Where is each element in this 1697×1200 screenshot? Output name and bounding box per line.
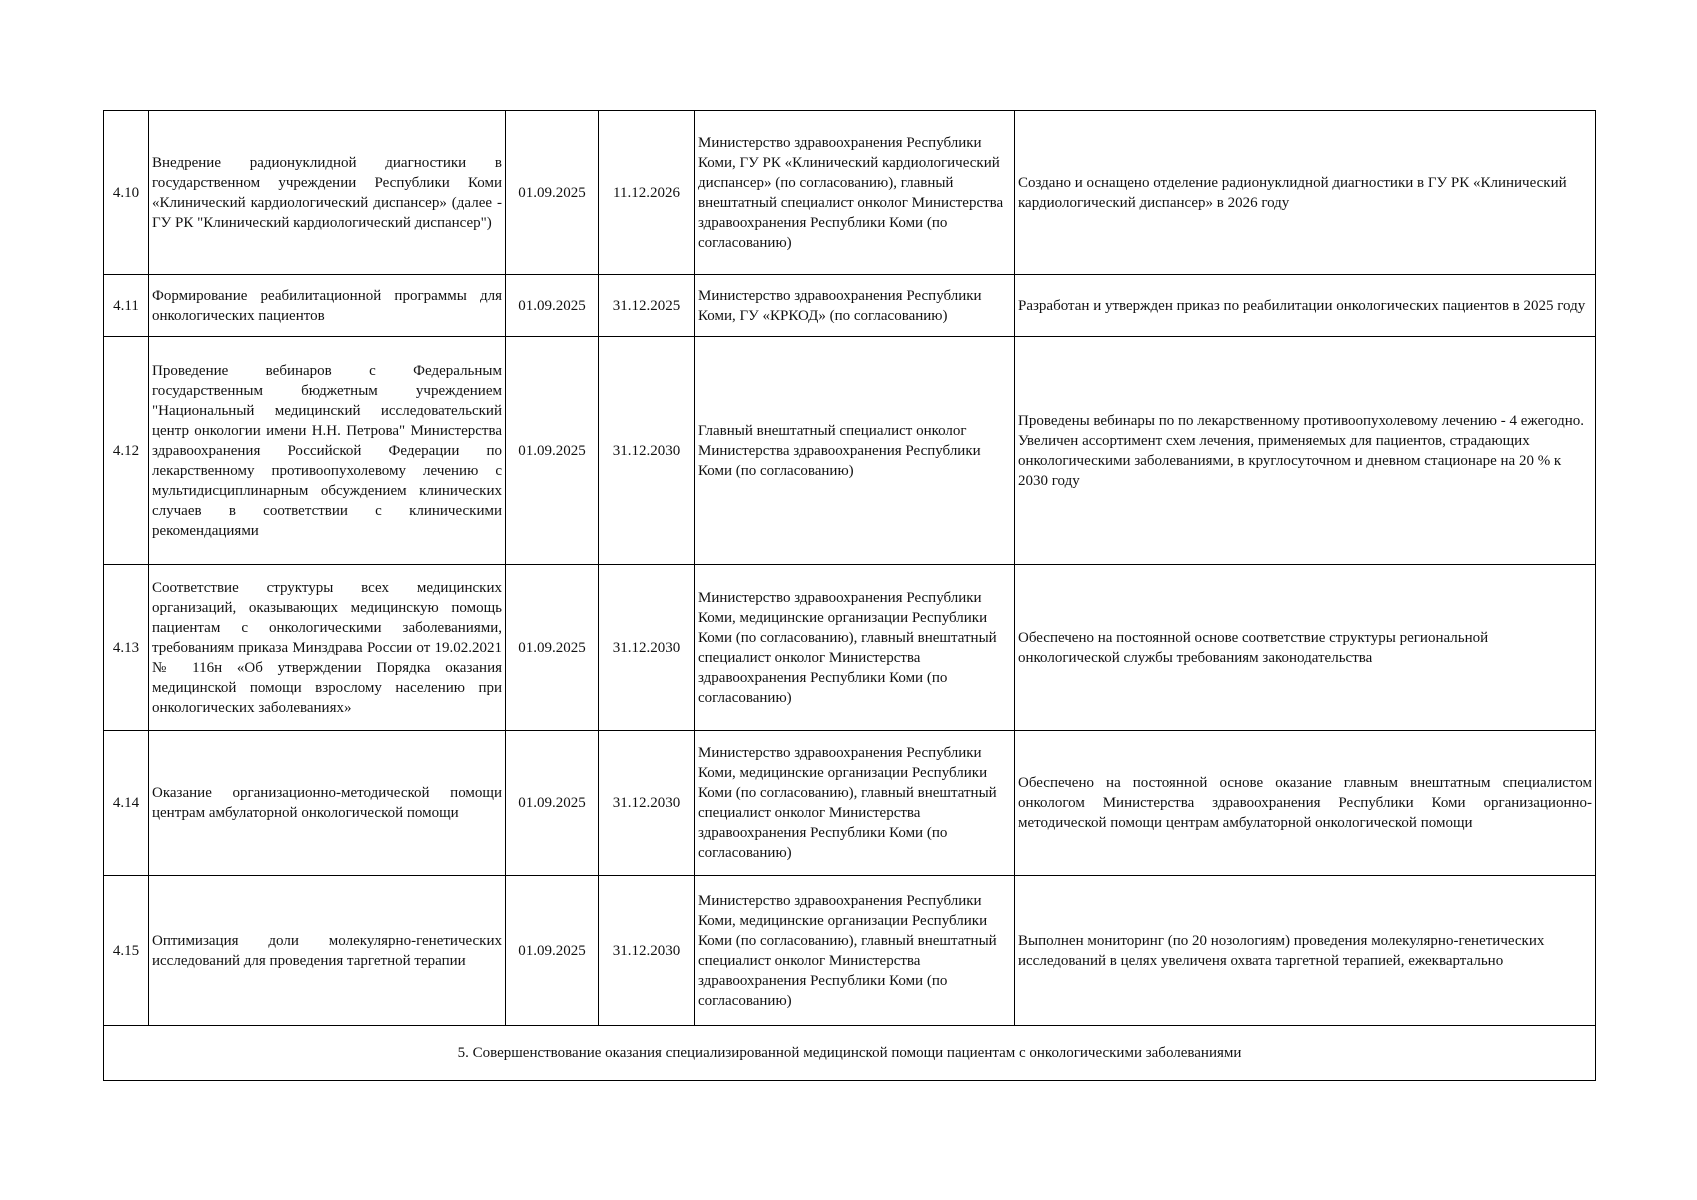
end-date-cell: 31.12.2030 (599, 565, 695, 731)
end-date-cell: 31.12.2030 (599, 731, 695, 876)
activity-cell: Оказание организационно-методической помощи центрам амбулаторной онкологической помощи (149, 731, 506, 876)
end-date-cell: 31.12.2025 (599, 275, 695, 337)
activity-cell: Проведение вебинаров с Федеральным государственным бюджетным учреждением "Национальный медицинский исследовательский центр онкологии имени Н.Н. Петрова" Министерства здравоохранения Российской Федерации по лекарственному противоопухолевому лечению с мультидисциплинарным обсуждением клинических случаев в соответствии с клиническими рекомендациями (149, 337, 506, 565)
result-cell: Создано и оснащено отделение радионуклидной диагностики в ГУ РК «Клинический кардиологический диспансер» в 2026 году (1015, 111, 1596, 275)
table-row (104, 876, 1596, 1026)
table-row (104, 565, 1596, 731)
activity-cell: Соответствие структуры всех медицинских организаций, оказывающих медицинскую помощь пациентам с онкологическими заболеваниями, требованиям приказа Минздрава России от 19.02.2021 № 116н «Об утверждении Порядка оказания медицинской помощи взрослому населению при онкологических заболеваниях» (149, 565, 506, 731)
row-number: 4.10 (104, 111, 149, 275)
result-cell: Обеспечено на постоянной основе соответствие структуры региональной онкологической службы требованиям законодательства (1015, 565, 1596, 731)
measures-table (103, 110, 1596, 1081)
activity-cell: Формирование реабилитационной программы для онкологических пациентов (149, 275, 506, 337)
activity-cell: Оптимизация доли молекулярно-генетических исследований для проведения таргетной терапии (149, 876, 506, 1026)
result-cell: Разработан и утвержден приказ по реабилитации онкологических пациентов в 2025 году (1015, 275, 1596, 337)
row-number: 4.14 (104, 731, 149, 876)
result-cell: Обеспечено на постоянной основе оказание главным внештатным специалистом онкологом Министерства здравоохранения Республики Коми организационно-методической помощи центрам амбулаторной онкологической помощи (1015, 731, 1596, 876)
start-date-cell: 01.09.2025 (506, 876, 599, 1026)
result-cell: Выполнен мониторинг (по 20 нозологиям) проведения молекулярно-генетических исследований в целях увеличеня охвата таргетной терапией, ежеквартально (1015, 876, 1596, 1026)
row-number: 4.13 (104, 565, 149, 731)
start-date-cell: 01.09.2025 (506, 111, 599, 275)
start-date-cell: 01.09.2025 (506, 275, 599, 337)
table-row (104, 275, 1596, 337)
end-date-cell: 31.12.2030 (599, 876, 695, 1026)
row-number: 4.12 (104, 337, 149, 565)
responsible-cell: Министерство здравоохранения Республики Коми, ГУ «КРКОД» (по согласованию) (695, 275, 1015, 337)
responsible-cell: Министерство здравоохранения Республики Коми, медицинские организации Республики Коми (по согласованию), главный внештатный специалист онколог Министерства здравоохранения Республики Коми (по согласованию) (695, 565, 1015, 731)
end-date-cell: 31.12.2030 (599, 337, 695, 565)
start-date-cell: 01.09.2025 (506, 337, 599, 565)
section-heading: 5. Совершенствование оказания специализированной медицинской помощи пациентам с онкологическими заболеваниями (104, 1026, 1596, 1081)
result-cell: Проведены вебинары по по лекарственному противоопухолевому лечению - 4 ежегодно. Увеличен ассортимент схем лечения, применяемых для пациентов, страдающих онкологическими заболеваниями, в круглосуточном и дневном стационаре на 20 % к 2030 году (1015, 337, 1596, 565)
start-date-cell: 01.09.2025 (506, 565, 599, 731)
end-date-cell: 11.12.2026 (599, 111, 695, 275)
section-heading-row (104, 1026, 1596, 1081)
responsible-cell: Главный внештатный специалист онколог Министерства здравоохранения Республики Коми (по согласованию) (695, 337, 1015, 565)
responsible-cell: Министерство здравоохранения Республики Коми, медицинские организации Республики Коми (по согласованию), главный внештатный специалист онколог Министерства здравоохранения Республики Коми (по согласованию) (695, 876, 1015, 1026)
table-row (104, 337, 1596, 565)
row-number: 4.15 (104, 876, 149, 1026)
activity-cell: Внедрение радионуклидной диагностики в государственном учреждении Республики Коми «Клинический кардиологический диспансер» (далее - ГУ РК "Клинический кардиологический диспансер") (149, 111, 506, 275)
responsible-cell: Министерство здравоохранения Республики Коми, ГУ РК «Клинический кардиологический диспансер» (по согласованию), главный внештатный специалист онколог Министерства здравоохранения Республики Коми (по согласованию) (695, 111, 1015, 275)
start-date-cell: 01.09.2025 (506, 731, 599, 876)
responsible-cell: Министерство здравоохранения Республики Коми, медицинские организации Республики Коми (по согласованию), главный внештатный специалист онколог Министерства здравоохранения Республики Коми (по согласованию) (695, 731, 1015, 876)
row-number: 4.11 (104, 275, 149, 337)
table-row (104, 111, 1596, 275)
table-row (104, 731, 1596, 876)
